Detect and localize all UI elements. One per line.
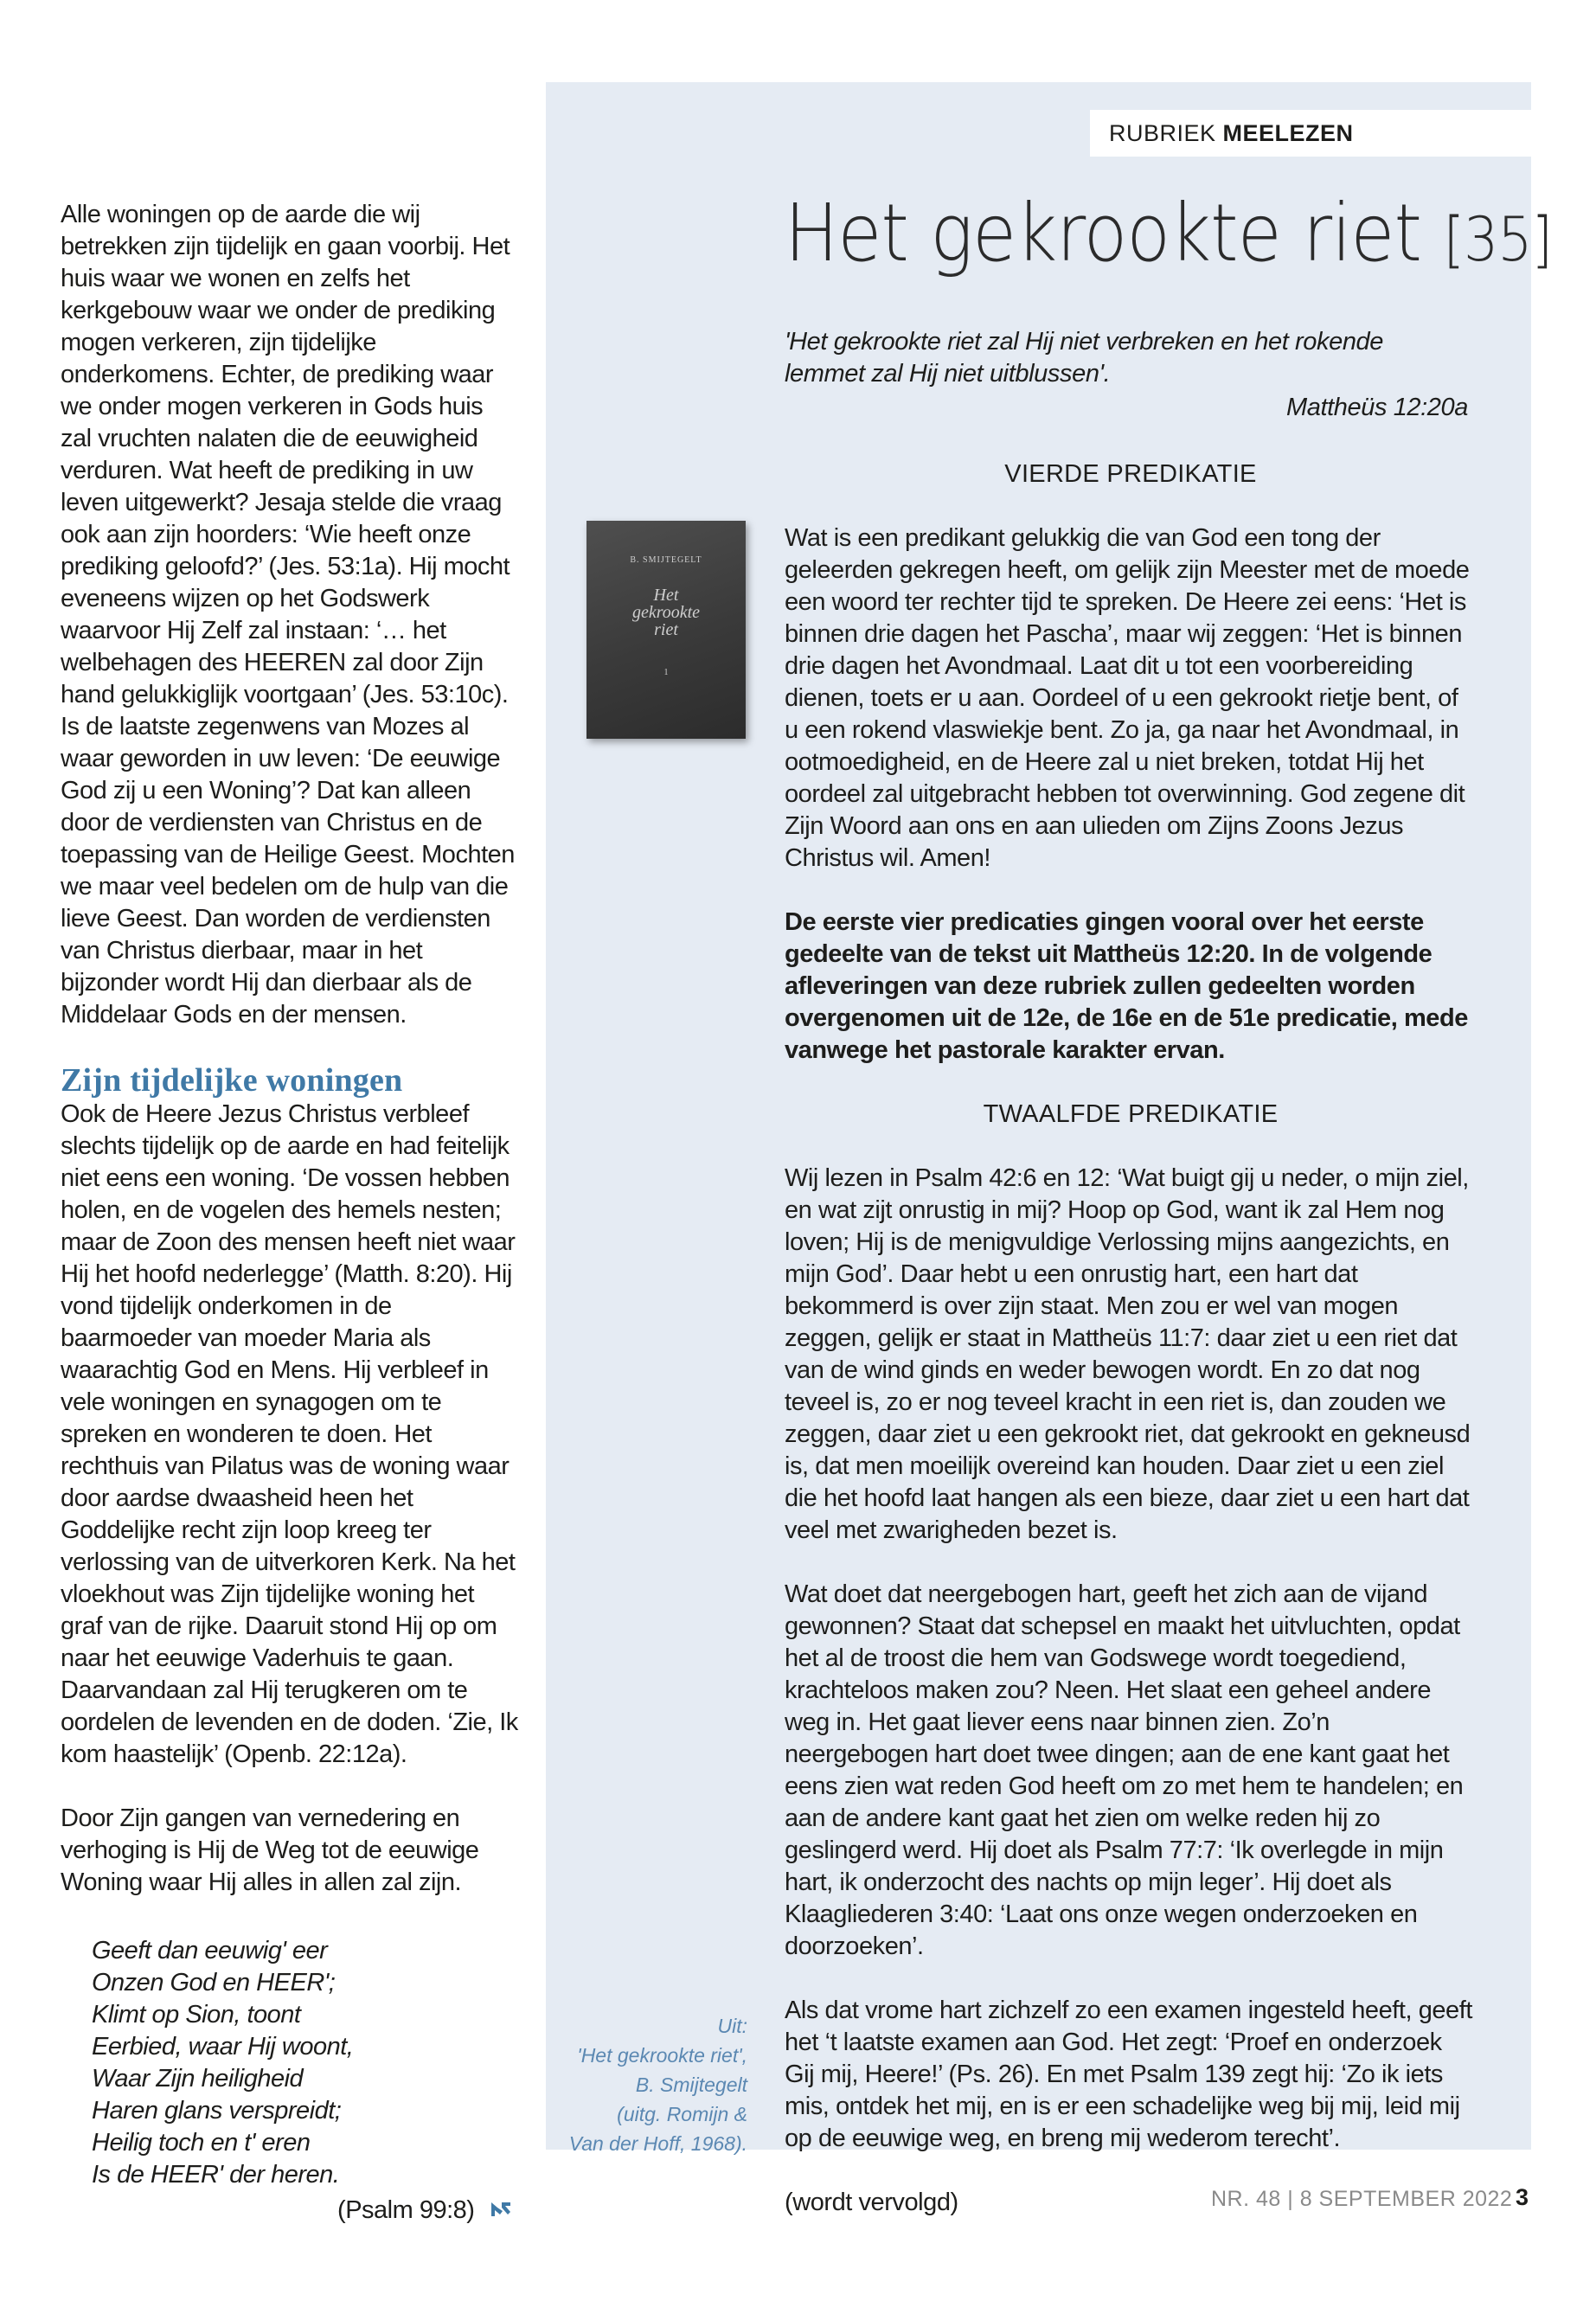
book-author: B. SMIJTEGELT <box>630 555 702 565</box>
section-heading-twaalfde: TWAALFDE PREDIKATIE <box>983 1100 1279 1128</box>
motto <box>785 326 1468 424</box>
left-paragraph-2: Ook de Heere Jezus Christus verbleef slechts tijdelijk op de aarde en had feitelijk niet eens een woning. ‘De vossen hebben holen, en de vogelen des hemels nesten; maar de Zoon des mensen heeft niet waar Hij het hoofd nederlegge’ (Matth. 8:20). Hij vond tijdelijk onderkomen in de baarmoeder van moeder Maria als waarachtig God en Mens. Hij verbleef in vele woningen en synagogen om te spreken en wonderen te doen. Het rechthuis van Pilatus was de woning waar door aardse dwaasheid heen het Goddelijke recht zijn loop kreeg ter verlossing van de uitverkoren Kerk. Na het vloekhout was Zijn tijdelijke woning het graf van de rijke. Daaruit stond Hij op om naar het eeuwige Vaderhuis te gaan. Daarvandaan zal Hij terugkeren om te oordelen de levenden en de doden. ‘Zie, Ik kom haastelijk’ (Openb. 22:12a). <box>61 1100 518 1768</box>
rubric-label <box>1090 110 1531 157</box>
caption-line: B. Smijtegelt <box>635 2073 747 2096</box>
poem-line: Waar Zijn heiligheid <box>92 2065 304 2093</box>
left-column <box>61 199 519 2227</box>
section2-paragraph-3: Als dat vrome hart zichzelf zo een examen ingesteld heeft, geeft het ‘t laatste examen aan God. Het zegt: ‘Proef en onderzoek Gij mij, Heere!’ (Ps. 26). En met Psalm 139 zegt hij: ‘Zo ik iets mis, ontdek het mij, en is er een schadelijke weg bij mij, leid mij op de eeuwige weg, en breng mij wederom terecht’. <box>785 1997 1472 2152</box>
page-number: 3 <box>1516 2184 1529 2210</box>
issue-info: NR. 48 | 8 SEPTEMBER 2022 <box>1211 2187 1513 2211</box>
poem-reference: (Psalm 99:8) <box>337 2196 475 2224</box>
image-caption <box>546 2011 747 2158</box>
section2-paragraph-2: Wat doet dat neergebogen hart, geeft het zich aan de vijand gewonnen? Staat dat schepsel en maakt het uitvluchten, opdat het al de troost die hem van Godswege wordt toegediend, krachteloos maken zou? Neen. Het slaat een geheel andere weg in. Het gaat liever eens naar binnen zien. Zo’n neergebogen hart doet twee dingen; aan de ene kant gaat het eens zien wat reden God heeft om zo met hem te handelen; en aan de andere kant gaat het zien om welke reden hij zo geslingerd werd. Hij doet als Psalm 77:7: ‘Ik overlegde in mijn hart, ik onderzocht des nachts op mijn leger’. Hij doet als Klaagliederen 3:40: ‘Laat ons onze wegen onderzoeken en doorzoeken’. <box>785 1580 1464 1960</box>
motto-quote: 'Het gekrookte riet zal Hij niet verbreken en het rokende lemmet zal Hij niet uitblussen'. <box>785 328 1384 388</box>
article-title-number: [35] <box>1443 204 1553 275</box>
article-body <box>785 458 1477 2219</box>
poem-line: Onzen God en HEER'; <box>92 1969 336 1997</box>
psalm-poem <box>92 1935 519 2191</box>
article-title <box>785 186 1552 287</box>
poem-line: Is de HEER' der heren. <box>92 2161 340 2189</box>
caption-line: Uit: <box>717 2015 747 2037</box>
book-volume: 1 <box>663 668 669 677</box>
poem-line: Heilig toch en t' eren <box>92 2129 311 2157</box>
caption-line: Van der Hoff, 1968). <box>568 2132 747 2155</box>
book-title <box>586 586 746 638</box>
caption-line: (uitg. Romijn & <box>617 2103 747 2125</box>
poem-reference-row <box>61 2195 519 2227</box>
article-title-text: Het gekrookte riet <box>785 187 1422 279</box>
subheading-zijn-tijdelijke-woningen: Zijn tijdelijke woningen <box>61 1062 403 1099</box>
rubric-name: MEELEZEN <box>1222 120 1354 146</box>
poem-line: Haren glans verspreidt; <box>92 2097 342 2125</box>
editorial-note: De eerste vier predicaties gingen vooral over het eerste gedeelte van de tekst uit Mattheüs 12:20. In de volgende afleveringen van deze rubriek zullen gedeelten worden overgenomen uit de 12e, de 16e en de 51e predicatie, mede vanwege het pastorale karakter ervan. <box>785 908 1468 1064</box>
section1-paragraph: Wat is een predikant gelukkig die van God een tong der geleerden gekregen heeft, om gelijk zijn Meester met de moede een woord ter rechter tijd te spreken. De Heere zei eens: ‘Het is binnen drie dagen het Pascha’, maar wij zeggen: ‘Het is binnen drie dagen het Avondmaal. Laat dit u tot een voorbereiding dienen, toets er u aan. Oordeel of u een gekrookt rietje bent, of u een rokend vlaswiekje bent. Zo ja, ga naar het Avondmaal, in ootmoedigheid, en de Heere zal u niet breken, totdat Hij het oordeel zal uitgebracht hebben tot overwinning. God zegene dit Zijn Woord aan ons en aan ulieden om Zijns Zoons Jezus Christus wil. Amen! <box>785 524 1470 872</box>
book-cover-image <box>586 521 746 739</box>
rubric-prefix: RUBRIEK <box>1109 120 1216 146</box>
motto-reference: Mattheüs 12:20a <box>1285 394 1468 421</box>
book-title-line: Het <box>653 586 679 605</box>
poem-line: Klimt op Sion, toont <box>92 2001 301 2029</box>
book-title-line: gekrookte <box>631 603 701 622</box>
section2-paragraph-1: Wij lezen in Psalm 42:6 en 12: ‘Wat buigt gij u neder, o mijn ziel, en wat zijt onrustig in mij? Hoop op God, want ik zal Hem nog loven; Hij is de menigvuldige Verlossing mijns aangezichts, en mijn God’. Daar hebt u een onrustig hart, een hart dat bekommerd is over zijn staat. Men zou er wel van mogen zeggen, gelijk er staat in Mattheüs 11:7: daar ziet u een riet dat van de wind ginds en weder bewogen wordt. En zo dat nog teveel is, zo er nog teveel kracht in een riet is, dan zouden we zeggen, daar ziet u een gekrookt riet, dat gekrookt en gekneusd is, dat men moeilijk overeind kan houden. Daar ziet u een ziel die het hoofd laat hangen als een bieze, daar ziet u een hart dat veel met zwarigheden bezet is. <box>785 1164 1471 1544</box>
caption-line: 'Het gekrookte riet', <box>577 2044 747 2067</box>
book-title-line: riet <box>654 620 678 639</box>
poem-line: Eerbied, waar Hij woont, <box>92 2033 354 2061</box>
poem-line: Geeft dan eeuwig' eer <box>92 1937 328 1965</box>
end-mark-icon <box>490 2195 512 2227</box>
continued-note: (wordt vervolgd) <box>785 2189 958 2216</box>
left-paragraph-3: Door Zijn gangen van vernedering en verhoging is Hij de Weg tot de eeuwige Woning waar Hij alles in allen zal zijn. <box>61 1804 479 1896</box>
section-heading-vierde: VIERDE PREDIKATIE <box>1004 460 1257 488</box>
left-paragraph-1: Alle woningen op de aarde die wij betrekken zijn tijdelijk en gaan voorbij. Het huis waar we wonen en zelfs het kerkgebouw waar we onder de prediking mogen verkeren, zijn tijdelijke onderkomens. Echter, de prediking waar we onder mogen verkeren in Gods huis zal vruchten nalaten die de eeuwigheid verduren. Wat heeft de prediking in uw leven uitgewerkt? Jesaja stelde die vraag ook aan zijn hoorders: ‘Wie heeft onze prediking geloofd?’ (Jes. 53:1a). Hij mocht eveneens wijzen op het Godswerk waarvoor Hij Zelf zal instaan: ‘… het welbehagen des HEEREN zal door Zijn hand gelukkiglijk voortgaan’ (Jes. 53:10c). Is de laatste zegenwens van Mozes al waar geworden in uw leven: ‘De eeuwige God zij u een Woning’? Dat kan alleen door de verdiensten van Christus en de toepassing van de Heilige Geest. Mochten we maar veel bedelen om de hulp van die lieve Geest. Dan worden de verdiensten van Christus dierbaar, maar in het bijzonder wordt Hij dan dierbaar als de Middelaar Gods en der mensen. <box>61 201 515 1029</box>
